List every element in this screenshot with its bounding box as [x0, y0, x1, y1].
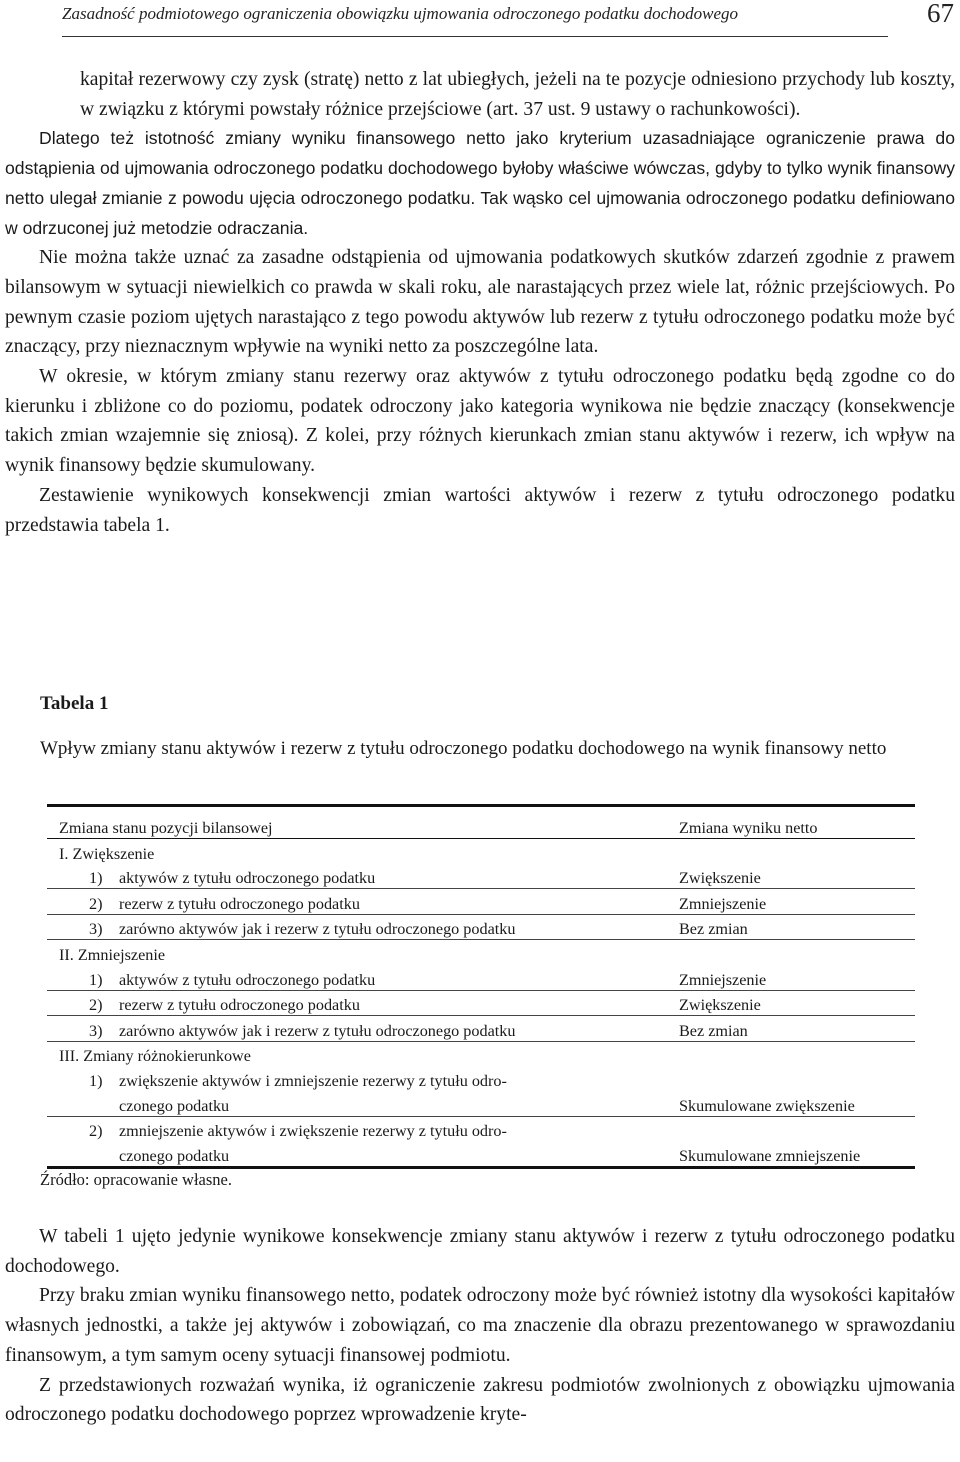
item-text: zarówno aktywów jak i rezerw z tytułu odroczonego podatku — [119, 1021, 516, 1040]
table-row — [47, 889, 915, 915]
item-text: aktywów z tytułu odroczonego podatku — [119, 970, 376, 989]
item-number: 2) — [89, 1122, 103, 1141]
table-header-row — [47, 806, 915, 839]
table-row — [47, 864, 915, 889]
item-number: 1) — [89, 1071, 103, 1090]
item-number: 3) — [89, 920, 103, 939]
table-row — [47, 1116, 915, 1141]
body-text-top — [5, 65, 955, 540]
table-row-continuation — [47, 1141, 915, 1167]
section-title: II. Zmniejszenie — [59, 945, 166, 964]
section-row — [47, 940, 915, 965]
table-row — [47, 1016, 915, 1042]
table-source — [40, 1170, 232, 1190]
item-result: Zmniejszenie — [679, 889, 915, 915]
paragraph-directions: W okresie, w którym zmiany stanu rezerwy oraz aktywów z tytułu odroczonego podatku będą zgodne co do kierunku i zbliżone co do poziomu, podatek odroczony jako kategoria wynikowa nie będzie znaczący (konsekwencje takich zmian wzajemnie się zniosą). Z kolei, przy różnych kierunkach zmian stanu aktywów i rezerw, ich wpływ na wynik finansowy będzie skumulowany. — [5, 366, 955, 477]
item-result: Zwiększenie — [679, 990, 915, 1016]
paragraph-table-intro: Zestawienie wynikowych konsekwencji zmian wartości aktywów i rezerw z tytułu odroczonego podatku przedstawia tabela 1. — [5, 484, 955, 536]
source-prefix: Źródło: — [40, 1170, 90, 1189]
table-label: Tabela 1 — [40, 693, 109, 714]
paragraph-table-summary: W tabeli 1 ujęto jedynie wynikowe konsekwencje zmiany stanu aktywów i rezerw z tytułu odroczonego podatku dochodowego. — [5, 1226, 955, 1277]
col-header-balance-change: Zmiana stanu pozycji bilansowej — [47, 806, 679, 839]
running-title: Zasadność podmiotowego ograniczenia obowiązku ujmowania odroczonego podatku dochodowego — [62, 4, 739, 23]
item-result: Zmniejszenie — [679, 965, 915, 990]
paragraph-conclusion: Z przedstawionych rozważań wynika, iż ograniczenie zakresu podmiotów zwolnionych z obowiązku ujmowania odroczonego podatku dochodowego poprzez wprowadzenie kryte- — [5, 1374, 955, 1426]
table-row-continuation — [47, 1091, 915, 1116]
item-text: zarówno aktywów jak i rezerw z tytułu odroczonego podatku — [119, 920, 516, 939]
table-row — [47, 965, 915, 990]
table-row — [47, 1066, 915, 1091]
item-result: Skumulowane zwiększenie — [679, 1091, 915, 1116]
paragraph-continuation: kapitał rezerwowy czy zysk (stratę) netto z lat ubiegłych, jeżeli na te pozycje odniesiono przychody lub koszty, w związku z którymi powstały różnice przejściowe (art. 37 ust. 9 ustawy o rachunkowości). — [80, 69, 955, 120]
item-number: 2) — [89, 996, 103, 1015]
item-number: 3) — [89, 1021, 103, 1040]
item-number: 1) — [89, 970, 103, 989]
source-text: opracowanie własne. — [89, 1170, 232, 1189]
header-rule — [62, 36, 888, 37]
section-title: I. Zwiększenie — [59, 844, 155, 863]
body-text-bottom — [5, 1222, 955, 1430]
table-caption: Wpływ zmiany stanu aktywów i rezerw z tytułu odroczonego podatku dochodowego na wynik finansowy netto — [40, 738, 887, 759]
col-header-result-change: Zmiana wyniku netto — [679, 806, 915, 839]
page-header — [62, 0, 960, 40]
item-text: czonego podatku — [119, 1096, 230, 1115]
page-number: 67 — [927, 0, 954, 28]
item-text: czonego podatku — [119, 1146, 230, 1165]
item-result: Bez zmian — [679, 1016, 915, 1042]
item-result: Skumulowane zmniejszenie — [679, 1141, 915, 1167]
paragraph-equity: Przy braku zmian wyniku finansowego netto, podatek odroczony może być również istotny dla wysokości kapitałów własnych jednostki, a także jej aktywów i zobowiązań, co ma znaczenie dla obrazu prezentowanego w sprawozdaniu finansowym, a tym samym oceny sytuacji finansowej podmiotu. — [5, 1285, 955, 1366]
table-row — [47, 914, 915, 940]
item-number: 1) — [89, 869, 103, 888]
item-text: zwiększenie aktywów i zmniejszenie rezerwy z tytułu odro- — [119, 1071, 507, 1090]
item-result: Bez zmian — [679, 914, 915, 940]
item-text: zmniejszenie aktywów i zwiększenie rezerwy z tytułu odro- — [119, 1122, 507, 1141]
item-text: rezerw z tytułu odroczonego podatku — [119, 996, 360, 1015]
section-row — [47, 1041, 915, 1066]
section-row — [47, 839, 915, 864]
item-result: Zwiększenie — [679, 864, 915, 889]
item-text: aktywów z tytułu odroczonego podatku — [119, 869, 376, 888]
table-row — [47, 990, 915, 1016]
results-table — [47, 804, 915, 1169]
section-title: III. Zmiany różnokierunkowe — [59, 1047, 251, 1066]
item-number: 2) — [89, 894, 103, 913]
item-text: rezerw z tytułu odroczonego podatku — [119, 894, 360, 913]
paragraph-accumulation: Nie można także uznać za zasadne odstąpienia od ujmowania podatkowych skutków zdarzeń zgodnie z prawem bilansowym w sytuacji niewielkich co prawda w skali roku, ale narastających przez wiele lat, różnic przejściowych. Po pewnym czasie poziom ujętych narastająco z tego powodu aktywów lub rezerw z tytułu odroczonego podatku może być znaczący, przy nieznacznym wpływie na wyniki netto za poszczególne lata. — [5, 247, 955, 358]
paragraph-materiality: Dlatego też istotność zmiany wyniku finansowego netto jako kryterium uzasadniające ograniczenie prawa do odstąpienia od ujmowania odroczonego podatku dochodowego byłoby właściwe wówczas, gdyby to tylko wynik finansowy netto ulegał zmianie z powodu ujęcia odroczonego podatku. Tak wąsko cel ujmowania odroczonego podatku definiowano w odrzuconej już metodzie odraczania. — [5, 128, 955, 238]
